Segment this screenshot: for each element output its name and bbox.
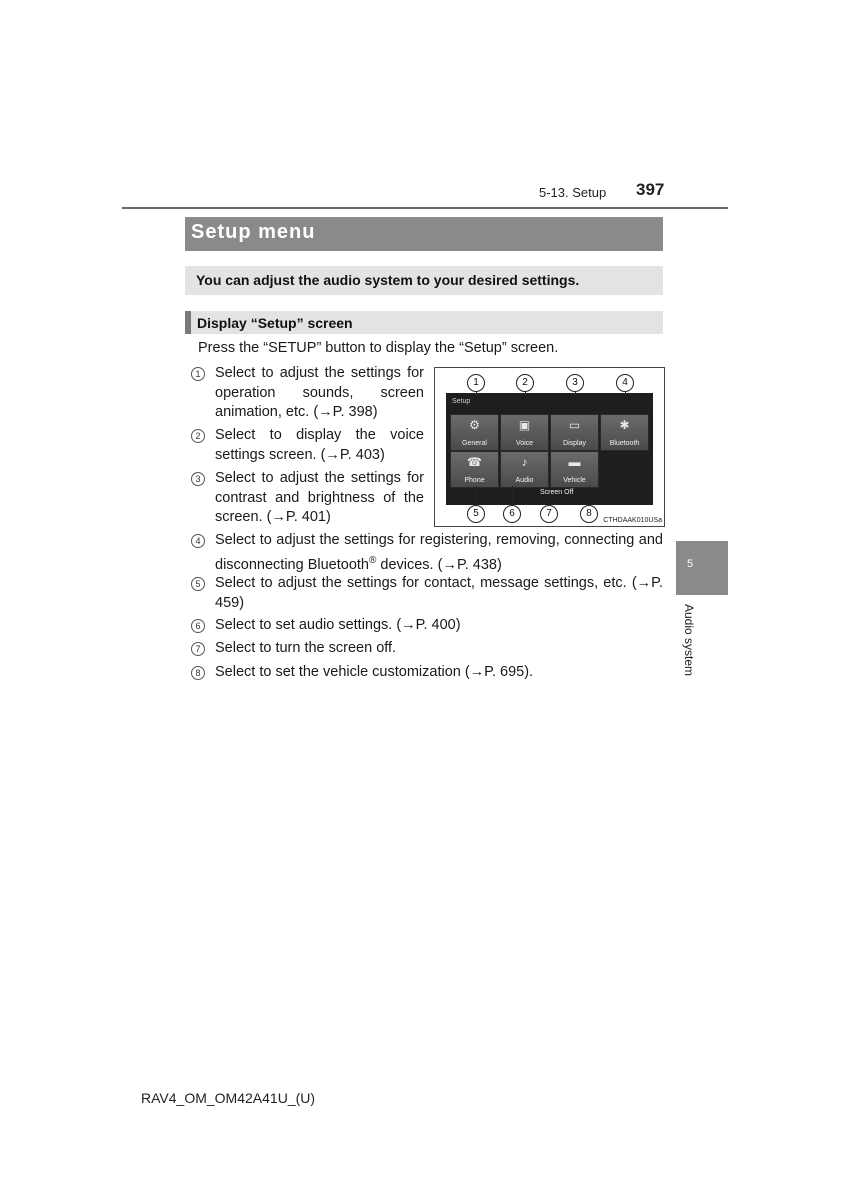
tile-voice[interactable] (500, 414, 549, 451)
item-number: 7 (191, 642, 205, 656)
tile-label: Bluetooth (609, 440, 640, 447)
callout-8: 8 (580, 505, 598, 523)
intro-box (185, 266, 663, 295)
item-text: Select to turn the screen off. (215, 640, 397, 656)
page-number: 397 (636, 180, 665, 199)
item-text: Select to display the voice settings screen. (→P. 403) (215, 427, 424, 463)
callout-5: 5 (467, 505, 485, 523)
bluetooth-icon: ✱ (619, 418, 630, 432)
setup-screen (446, 393, 653, 505)
header-rule (122, 207, 728, 209)
screen-title: Setup (452, 398, 471, 405)
subheading-bar (185, 311, 663, 334)
item-number: 6 (191, 619, 205, 633)
tile-label: General (462, 440, 487, 447)
item-text: Select to adjust the settings for contact, message settings, etc. (→P. 459) (215, 575, 663, 611)
tile-bluetooth[interactable] (600, 414, 649, 451)
page-title: Setup menu (191, 221, 316, 243)
tile-label: Voice (515, 440, 534, 447)
item-number: 5 (191, 577, 205, 591)
vehicle-icon: ▬ (568, 455, 581, 469)
figure-code: CTHDAAK010USa (603, 517, 662, 524)
tile-display[interactable] (550, 414, 599, 451)
phone-icon: ☎ (467, 455, 482, 469)
tile-phone[interactable] (450, 451, 499, 488)
intro-text: You can adjust the audio system to your desired settings. (196, 272, 580, 288)
item-number: 4 (191, 534, 205, 548)
tile-label: Phone (464, 477, 485, 484)
tile-label: Audio (515, 477, 534, 484)
item-text: Select to adjust the settings for contrast and brightness of the screen. (→P. 401) (215, 470, 424, 525)
item-text: Select to set audio settings. (→P. 400) (215, 617, 461, 633)
subheading-text: Display “Setup” screen (197, 315, 353, 331)
callout-4: 4 (616, 374, 634, 392)
leader-5 (476, 486, 477, 506)
item-number: 1 (191, 367, 205, 381)
header-section: 5-13. Setup (539, 185, 607, 200)
callout-2: 2 (516, 374, 534, 392)
callout-7: 7 (540, 505, 558, 523)
display-icon: ▭ (568, 418, 581, 432)
item-number: 3 (191, 472, 205, 486)
leader-6 (512, 486, 513, 506)
side-tab (676, 541, 728, 595)
music-note-icon: ♪ (521, 455, 528, 469)
subheading-accent (185, 311, 191, 334)
side-tab-label: Audio system (682, 604, 696, 677)
callout-3: 3 (566, 374, 584, 392)
tile-label: Display (563, 440, 586, 447)
callout-1: 1 (467, 374, 485, 392)
item-number: 8 (191, 666, 205, 680)
gear-icon: ⚙ (469, 418, 480, 432)
tile-vehicle[interactable] (550, 451, 599, 488)
title-bar (185, 217, 663, 251)
item-number: 2 (191, 429, 205, 443)
footer-code: RAV4_OM_OM42A41U_(U) (141, 1090, 316, 1106)
tile-audio[interactable] (500, 451, 549, 488)
leader-8 (589, 486, 590, 506)
tile-label: Vehicle (563, 477, 586, 484)
item-text: Select to set the vehicle customization (→P. 695). (215, 664, 534, 680)
voice-icon: ▣ (518, 418, 531, 432)
item-text: Select to adjust the settings for operation sounds, screen animation, etc. (→P. 398) (215, 365, 424, 420)
callout-6: 6 (503, 505, 521, 523)
item-text: Select to adjust the settings for registering, removing, connecting and disconnecting Bluetooth® devices. (→P. 438) (215, 532, 663, 573)
side-tab-number: 5 (687, 558, 694, 570)
setup-screen-figure (434, 367, 665, 527)
lead-text: Press the “SETUP” button to display the “Setup” screen. (198, 340, 559, 356)
screen-off-button[interactable]: Screen Off (540, 489, 574, 496)
tile-general[interactable] (450, 414, 499, 451)
